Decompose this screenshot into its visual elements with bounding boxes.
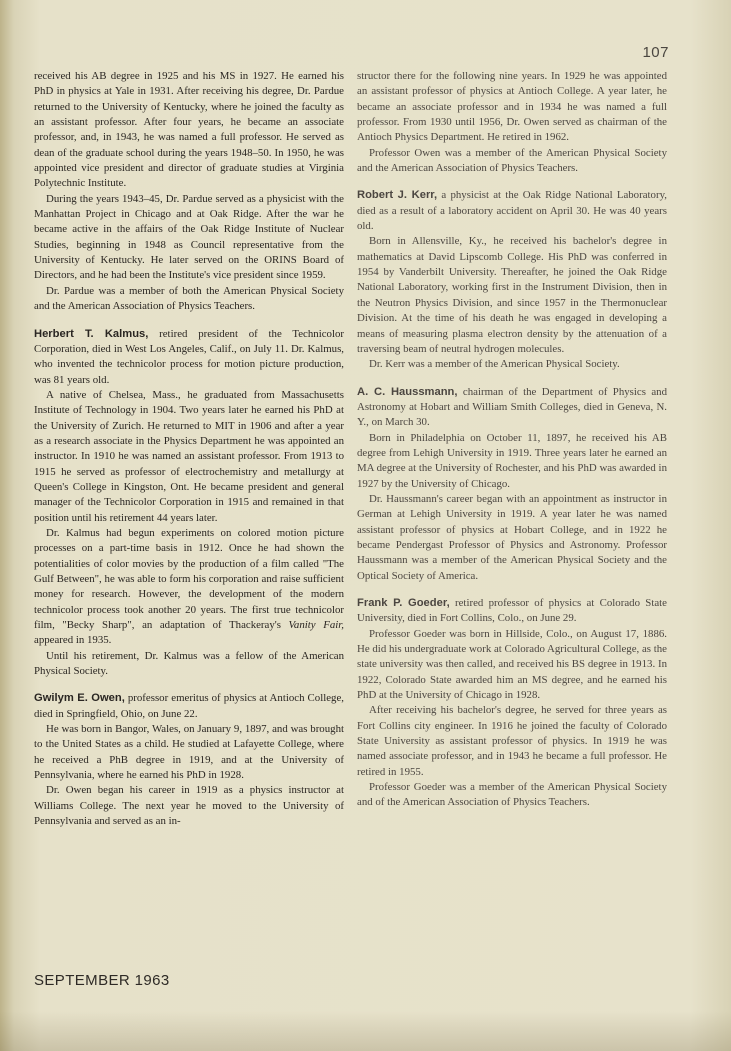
kerr-paragraph-3: Dr. Kerr was a member of the American Physical Society. — [369, 358, 620, 371]
kalmus-p3-italic-title: Vanity Fair, — [288, 619, 344, 632]
owen-paragraph-2: He was born in Bangor, Wales, on January 9, 1897, and was brought to the United States as a child. He studied at Lafayette College, where he received a PhB degree in 1919, and at the University of Pennsylvania, where he earned his PhD in 1928. — [34, 723, 344, 782]
kalmus-lead-text: retired president of the Technicolor Corporation, died in West Los Angeles, Calif., on July 11. Dr. Kalmus, who invented the technicolor process for motion picture production, was 81 years old. — [34, 327, 344, 386]
haussmann-name: A. C. Haussmann, — [357, 385, 458, 398]
page-number: 107 — [642, 44, 669, 61]
kalmus-paragraph-4: Until his retirement, Dr. Kalmus was a fellow of the American Physical Society. — [34, 649, 344, 678]
kerr-lead-text: a physicist at the Oak Ridge National Laboratory, died as a result of a laboratory accident on April 30. He was 40 years old. — [357, 189, 667, 233]
obituary-kalmus — [34, 327, 344, 680]
owen-continued-paragraph-1: structor there for the following nine years. In 1929 he was appointed an assistant professor of physics at Antioch College. A year later, he became an associate professor and in 1934 he was named a full professor. From 1930 until 1956, Dr. Owen served as chairman of the Antioch Physics Department. He retired in 1962. — [357, 70, 667, 144]
goeder-name: Frank P. Goeder, — [357, 597, 450, 609]
owen-lead-paragraph — [34, 691, 344, 722]
pardue-paragraph-3: Dr. Pardue was a member of both the American Physical Society and the American Association of Physics Teachers. — [34, 284, 344, 313]
kalmus-p3-text-a: Dr. Kalmus had begun experiments on colored motion picture processes on a part-time basis in 1912. Once he had shown the potentialities of color movies by the production of a film called "The Gulf Between", he was able to form his corporation and raise sufficient money for research. However, the development of the modern technicolor process took another 20 years. The first true technicolor film, "Becky Sharp", an adaptation of Thackeray's — [34, 526, 344, 632]
obituary-owen — [34, 691, 344, 829]
kalmus-name: Herbert T. Kalmus, — [34, 327, 149, 340]
haussmann-paragraph-3: Dr. Haussmann's career began with an appointment as instructor in German at Lehigh University in 1919. A year later he was named assistant professor of physics at Hobart College, and in 1922 he became Pendergast Professor of Physics and Astronomy. Professor Haussmann was a member of the American Physical Society and the Optical Society of America. — [357, 492, 667, 582]
right-column — [357, 69, 667, 811]
obituary-haussmann — [357, 385, 667, 584]
obituary-kerr — [357, 188, 667, 372]
kerr-paragraph-2: Born in Allensville, Ky., he received his bachelor's degree in mathematics at David Lipscomb College. His PhD was conferred in 1954 by Vanderbilt University. Thereafter, he joined the Oak Ridge National Laboratory, working first in the Instrument Division, then in the Neutron Physics Division, and since 1957 in the Thermonuclear Division. At the time of his death he was engaged in developing a means of measuring plasma electron density by the attenuation of a traversing beam of neutral hydrogen molecules. — [357, 235, 667, 355]
issue-date-footer: SEPTEMBER 1963 — [34, 972, 170, 989]
kalmus-paragraph-2: A native of Chelsea, Mass., he graduated from Massachusetts Institute of Technology in 1904. Two years later he earned his PhD at the University of Zurich. He returned to MIT in 1906 and after a year as a research associate in the Physics Department he was appointed an instructor. In 1910 he was named an assistant professor. From 1913 to 1915 he served as professor of electrochemistry and metallurgy at Queen's College in Kingston, Ont. He became president and general manager of the Technicolor Corporation in 1915 and remained in that position until his retirement 44 years later. — [34, 388, 344, 524]
owen-lead-text: professor emeritus of physics at Antioch College, died in Springfield, Ohio, on June 22. — [34, 692, 344, 720]
pardue-paragraph-1: received his AB degree in 1925 and his MS in 1927. He earned his PhD in physics at Yale in 1931. After receiving his degree, Dr. Pardue returned to the University of Kentucky, where he joined the faculty as an assistant professor. After four years, he became an associate professor, and, in 1943, he was named a full professor. He served as dean of the graduate school during the years 1948–50. In 1950, he was appointed vice president and director of graduate studies at Virginia Polytechnic Institute. — [34, 70, 344, 190]
kerr-name: Robert J. Kerr, — [357, 189, 438, 202]
page-bottom-shadow — [0, 1011, 731, 1051]
goeder-lead-text: retired professor of physics at Colorado State University, died in Fort Collins, Colo., on June 29. — [357, 597, 667, 625]
left-column — [34, 69, 344, 830]
owen-name: Gwilym E. Owen, — [34, 692, 125, 705]
pardue-paragraph-2: During the years 1943–45, Dr. Pardue served as a physicist with the Manhattan Project in Chicago and at Oak Ridge. After the war he became active in the affairs of the Oak Ridge Institute of Nuclear Studies, beginning in 1948 as Council representative from the University of Kentucky. He later served on the ORINS Board of Directors, and he had been the Institute's vice president since 1959. — [34, 192, 344, 282]
owen-paragraph-3: Dr. Owen began his career in 1919 as a physics instructor at Williams College. The next year he moved to the University of Pennsylvania and served as an in- — [34, 784, 344, 828]
owen-continued-paragraph-2: Professor Owen was a member of the American Physical Society and the American Association of Physics Teachers. — [357, 146, 667, 175]
obituary-goeder — [357, 596, 667, 811]
goeder-paragraph-2: Professor Goeder was born in Hillside, Colo., on August 17, 1886. He did his undergraduate work at Colorado Agricultural College, as the state university was then called, and received his BS degree in 1913. In 1922, Colorado State awarded him an MS degree, and he earned his PhD at the University of Chicago in 1928. — [357, 627, 667, 702]
haussmann-paragraph-2: Born in Philadelphia on October 11, 1897, he received his AB degree from Lehigh University in 1919. Three years later he earned an MA degree at the University of Rochester, and his PhD was awarded in 1927 by the University of Chicago. — [357, 431, 667, 490]
goeder-paragraph-3: After receiving his bachelor's degree, he served for three years as Fort Collins city engineer. In 1916 he joined the faculty of Colorado State University as assistant professor of physics. In 1919 he was named associate professor, and in 1943 he became a full professor. He retired in 1955. — [357, 704, 667, 778]
kalmus-p3-text-b: appeared in 1935. — [34, 634, 112, 647]
goeder-paragraph-4: Professor Goeder was a member of the American Physical Society and of the American Association of Physics Teachers. — [357, 781, 667, 809]
kalmus-lead-paragraph — [34, 327, 344, 388]
haussmann-lead-paragraph — [357, 385, 667, 431]
haussmann-lead-text: chairman of the Department of Physics and Astronomy at Hobart and William Smith Colleges, died in Geneva, N. Y., on March 30. — [357, 385, 667, 429]
goeder-lead-paragraph — [357, 596, 667, 627]
kalmus-paragraph-3 — [34, 526, 344, 649]
kerr-lead-paragraph — [357, 188, 667, 234]
